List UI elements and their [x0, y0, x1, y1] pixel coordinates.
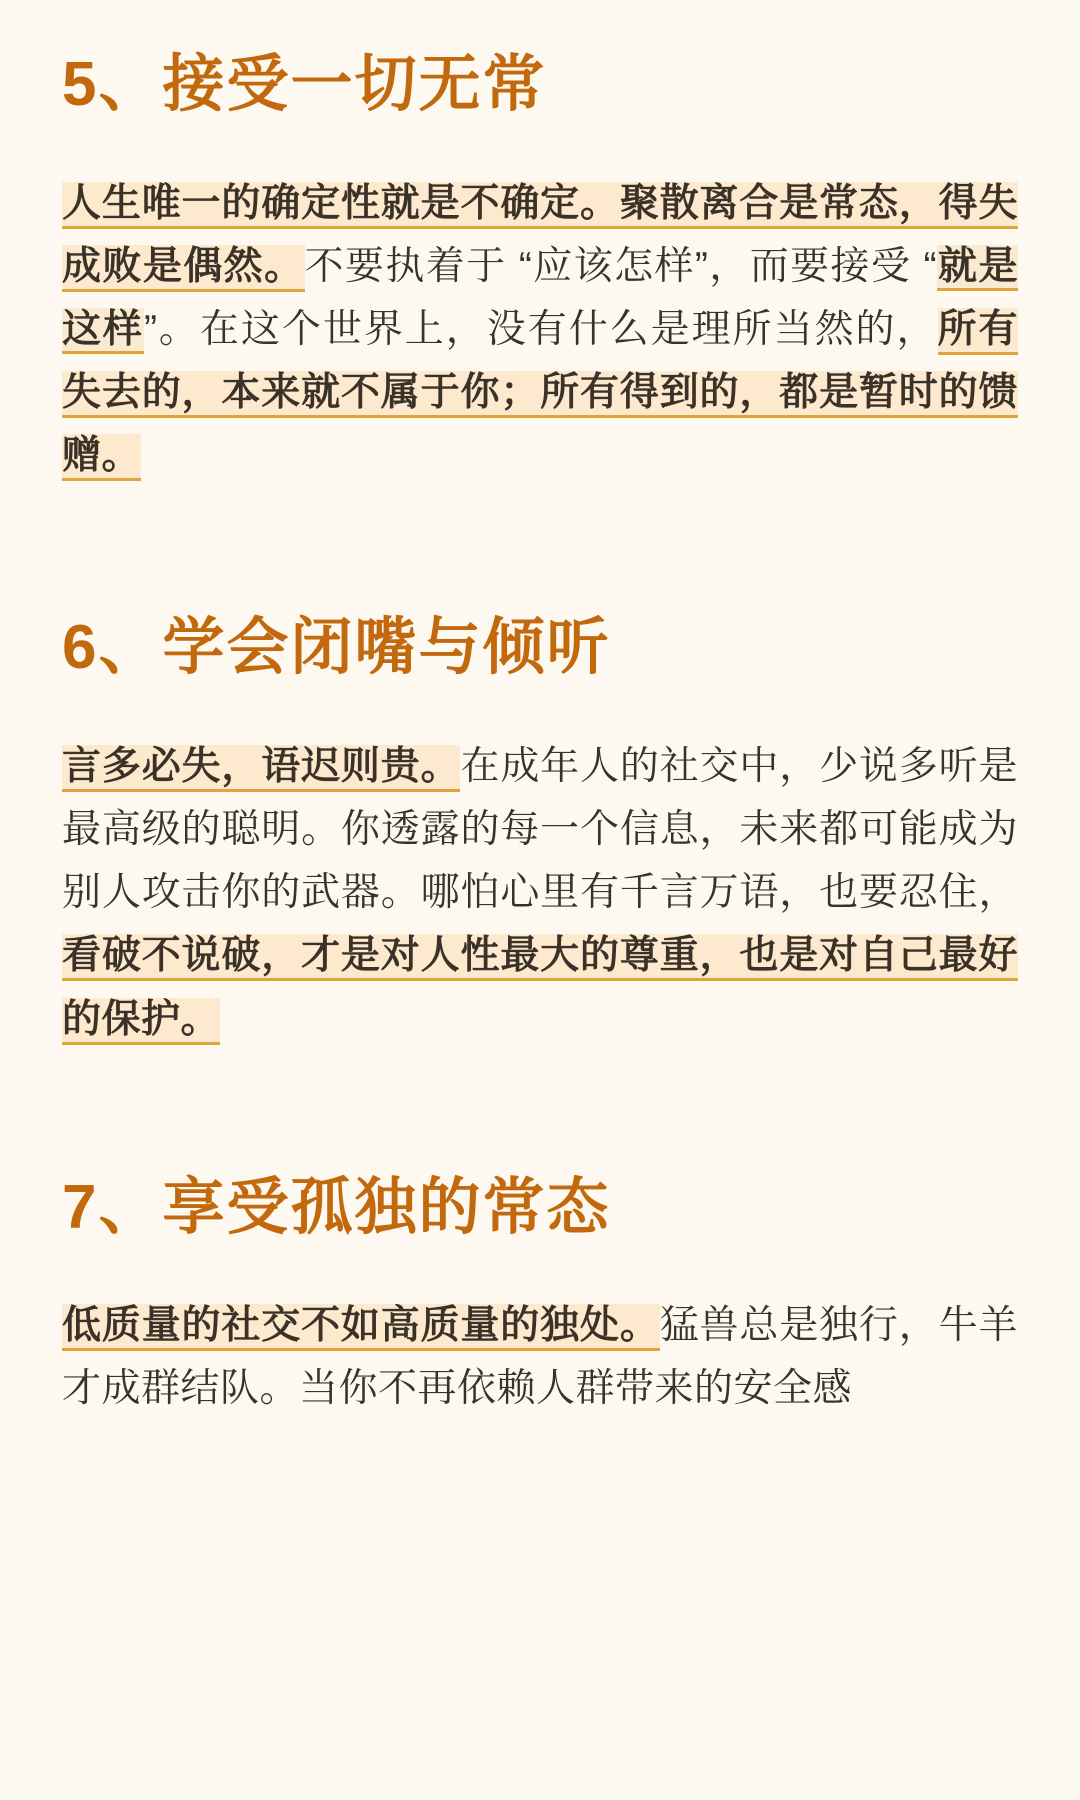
section-7-paragraph	[62, 1294, 1018, 1420]
plain-text: 猛兽总是独行，牛羊才成群结队。当你不再依赖人群带来的安全感	[62, 1304, 1018, 1411]
plain-text: 在成年人的社交中，少说多听是最高级的聪明。你透露的每一个信息，未来都可能成为别人攻击你的武器。哪怕心里有千言万语，也要忍住，	[62, 744, 1018, 915]
highlight-phrase: 低质量的社交不如高质量的独处。	[62, 1304, 660, 1348]
plain-text: 不要执着于 “应该怎样”，而要接受 “	[304, 244, 938, 288]
highlight-phrase: 言多必失，语迟则贵。	[62, 744, 461, 788]
section-spacer	[62, 1051, 1018, 1169]
section-6	[62, 609, 1018, 1050]
highlight-phrase: 人生唯一的确定性就是不确定。聚散离合是常态，得失成败是偶然。	[62, 181, 1018, 288]
section-5-heading: 5、接受一切无常	[62, 50, 547, 119]
section-7-heading: 7、享受孤独的常态	[62, 1172, 611, 1242]
section-6-heading: 6、学会闭嘴与倾听	[62, 613, 611, 683]
plain-text: ”。在这个世界上，没有什么是理所当然的，	[143, 307, 938, 351]
section-7	[62, 1169, 1018, 1421]
highlight-phrase: 所有失去的，本来就不属于你；所有得到的，都是暂时的馈赠。	[62, 307, 1018, 478]
section-5-paragraph	[62, 172, 1018, 488]
section-6-paragraph	[62, 735, 1018, 1051]
section-5	[62, 46, 1018, 487]
section-spacer	[62, 487, 1018, 609]
highlight-phrase: 看破不说破，才是对人性最大的尊重，也是对自己最好的保护。	[62, 934, 1018, 1041]
highlight-phrase: 就是这样	[62, 244, 1018, 351]
